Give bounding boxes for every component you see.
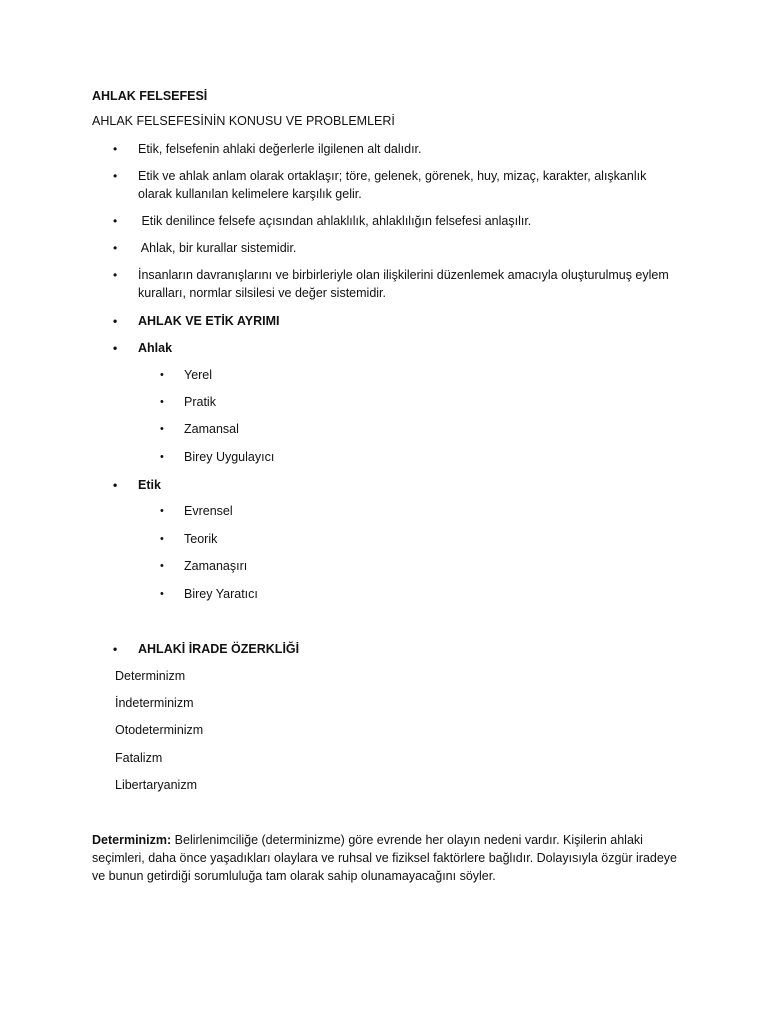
bullet-icon: •: [160, 533, 164, 545]
bullet-icon: •: [113, 314, 118, 328]
list-item-text: Etik, felsefenin ahlaki değerlerle ilgilenen alt dalıdır.: [138, 142, 422, 156]
list-item-text: Ahlak, bir kurallar sistemidir.: [138, 241, 297, 255]
term-item: Determinizm: [115, 669, 186, 683]
term-item: Fatalizm: [115, 751, 163, 765]
bullet-icon: •: [113, 241, 118, 255]
bullet-icon: •: [160, 505, 164, 517]
bullet-icon: •: [113, 341, 118, 355]
list-item-text: Zamansal: [184, 422, 239, 436]
list-item-text: Pratik: [184, 395, 216, 409]
list-item-text: Etik ve ahlak anlam olarak ortaklaşır; töre, gelenek, görenek, huy, mizaç, karakter, alışkanlık olarak kullanılan kelimelere karşılık gelir.: [138, 169, 647, 201]
subheading-text: Ahlak: [138, 341, 173, 355]
bullet-icon: •: [113, 169, 118, 183]
definition-text: Belirlenimciliğe (determinizme) göre evrende her olayın nedeni vardır. Kişilerin ahlaki seçimleri, daha önce yaşadıkları olaylara ve ruhsal ve fiziksel faktörlere bağlıdır. Dolayısıyla özgür iradeye ve bunun getirdiği sorumluluğa tam olarak sahip olunamayacağını söyler.: [92, 833, 677, 883]
bullet-icon: •: [160, 423, 164, 435]
definition-term: Determinizm:: [92, 833, 172, 847]
bullet-icon: •: [113, 214, 118, 228]
list-item-text: Zamanaşırı: [184, 559, 248, 573]
section-heading-text: AHLAKİ İRADE ÖZERKLİĞİ: [138, 642, 300, 656]
list-item-text: Yerel: [184, 368, 213, 382]
term-item: Otodeterminizm: [115, 723, 204, 737]
term-item: İndeterminizm: [115, 696, 194, 710]
bullet-icon: •: [160, 560, 164, 572]
doc-subtitle: AHLAK FELSEFESİNİN KONUSU VE PROBLEMLERİ: [92, 114, 395, 128]
section-heading-text: AHLAK VE ETİK AYRIMI: [138, 314, 280, 328]
bullet-icon: •: [160, 588, 164, 600]
bullet-icon: •: [160, 369, 164, 381]
definition-paragraph: [92, 831, 682, 885]
list-item-text: Birey Yaratıcı: [184, 587, 258, 601]
list-item-text: Birey Uygulayıcı: [184, 450, 275, 464]
bullet-icon: •: [113, 478, 118, 492]
list-item-text: Evrensel: [184, 504, 233, 518]
subheading-text: Etik: [138, 478, 161, 492]
bullet-icon: •: [113, 268, 118, 282]
term-item: Libertaryanizm: [115, 778, 197, 792]
list-item-text: Etik denilince felsefe açısından ahlaklılık, ahlaklılığın felsefesi anlaşılır.: [138, 214, 532, 228]
bullet-icon: •: [113, 642, 118, 656]
list-item-text: Teorik: [184, 532, 218, 546]
bullet-icon: •: [160, 396, 164, 408]
doc-title: AHLAK FELSEFESİ: [92, 89, 208, 103]
bullet-icon: •: [113, 142, 118, 156]
bullet-icon: •: [160, 451, 164, 463]
list-item-text: İnsanların davranışlarını ve birbirleriyle olan ilişkilerini düzenlemek amacıyla oluşturulmuş eylem kuralları, normlar silsilesi ve değer sistemidir.: [138, 268, 669, 300]
